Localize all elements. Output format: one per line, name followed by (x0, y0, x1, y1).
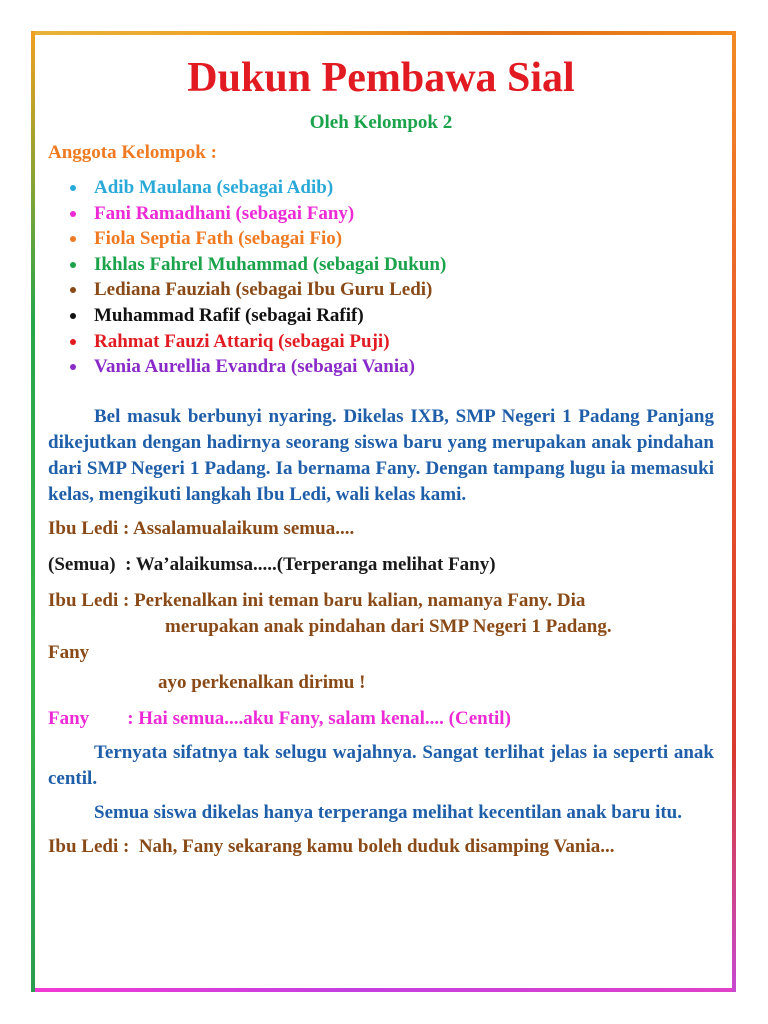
member-name: Fiola Septia Fath (sebagai Fio) (94, 228, 343, 250)
dialog-text: Assalamualaikum semua.... (133, 517, 355, 539)
dialog-text-continued: ayo perkenalkan dirimu ! (158, 671, 366, 693)
dialog-speaker: Ibu Ledi (48, 517, 119, 539)
bullet-icon (70, 236, 76, 242)
member-list-item (48, 303, 714, 329)
member-name: Fani Ramadhani (sebagai Fany) (94, 202, 355, 224)
narration-paragraph: Semua siswa dikelas hanya terperanga melihat kecentilan anak baru itu. (94, 801, 682, 823)
dialog-line: Ibu Ledi : Assalamualaikum semua.... (48, 517, 355, 539)
dialog-speaker: (Semua) (48, 553, 116, 575)
member-name: Muhammad Rafif (sebagai Rafif) (94, 304, 364, 326)
bullet-icon (70, 211, 76, 217)
frame-bottom-border (33, 988, 736, 992)
member-list-item (48, 354, 714, 380)
dialog-block (48, 588, 714, 696)
dialog-text-continued: Fany (48, 641, 90, 663)
member-name: Rahmat Fauzi Attariq (sebagai Puji) (94, 330, 390, 352)
frame-top-border (33, 31, 736, 35)
document-subtitle: Oleh Kelompok 2 (309, 112, 453, 133)
bullet-icon (70, 313, 76, 319)
member-name: Ikhlas Fahrel Muhammad (sebagai Dukun) (94, 253, 447, 275)
bullet-icon (70, 339, 76, 345)
dialog-text: Wa’alaikumsa.....(Terperanga melihat Fany) (135, 553, 496, 575)
member-list-item (48, 252, 714, 278)
frame-left-border (31, 31, 35, 992)
dialog-speaker: Ibu Ledi (48, 589, 119, 611)
dialog-text: Nah, Fany sekarang kamu boleh duduk disamping Vania... (138, 835, 615, 857)
dialog-line: Ibu Ledi : Perkenalkan ini teman baru kalian, namanya Fany. Dia (48, 589, 586, 611)
member-list-item (48, 226, 714, 252)
member-list-item (48, 277, 714, 303)
narration-paragraph: Bel masuk berbunyi nyaring. Dikelas IXB, SMP Negeri 1 Padang Panjang dikejutkan dengan hadirnya seorang siswa baru yang merupakan anak pindahan dari SMP Negeri 1 Padang. Ia bernama Fany. Dengan tampang lugu ia memasuki kelas, mengikuti langkah Ibu Ledi, wali kelas kami. (48, 405, 714, 505)
member-list-item (48, 175, 714, 201)
bullet-icon (70, 364, 76, 370)
frame-right-border (732, 31, 736, 992)
dialog-text-continued: merupakan anak pindahan dari SMP Negeri 1 Padang. (165, 615, 612, 637)
bullet-icon (70, 185, 76, 191)
bullet-icon (70, 262, 76, 268)
member-list-item (48, 329, 714, 355)
narration-paragraph: Ternyata sifatnya tak selugu wajahnya. Sangat terlihat jelas ia seperti anak centil. (48, 741, 714, 789)
members-heading: Anggota Kelompok : (48, 142, 217, 163)
member-name: Lediana Fauziah (sebagai Ibu Guru Ledi) (94, 279, 433, 301)
member-list-item (48, 201, 714, 227)
dialog-line: Fany : Hai semua....aku Fany, salam kenal.... (Centil) (48, 707, 511, 729)
dialog-speaker: Ibu Ledi (48, 835, 119, 857)
dialog-speaker: Fany (48, 707, 90, 729)
document-page (48, 50, 714, 860)
dialog-line: (Semua) : Wa’alaikumsa.....(Terperanga melihat Fany) (48, 553, 496, 575)
member-name: Vania Aurellia Evandra (sebagai Vania) (94, 356, 415, 378)
members-list (48, 175, 714, 380)
member-name: Adib Maulana (sebagai Adib) (94, 177, 334, 198)
dialog-text: Hai semua....aku Fany, salam kenal.... (Centil) (138, 707, 511, 729)
dialog-line: Ibu Ledi : Nah, Fany sekarang kamu boleh duduk disamping Vania... (48, 835, 615, 857)
dialog-text: Perkenalkan ini teman baru kalian, namanya Fany. Dia (134, 589, 586, 611)
document-title: Dukun Pembawa Sial (187, 55, 575, 101)
bullet-icon (70, 287, 76, 293)
